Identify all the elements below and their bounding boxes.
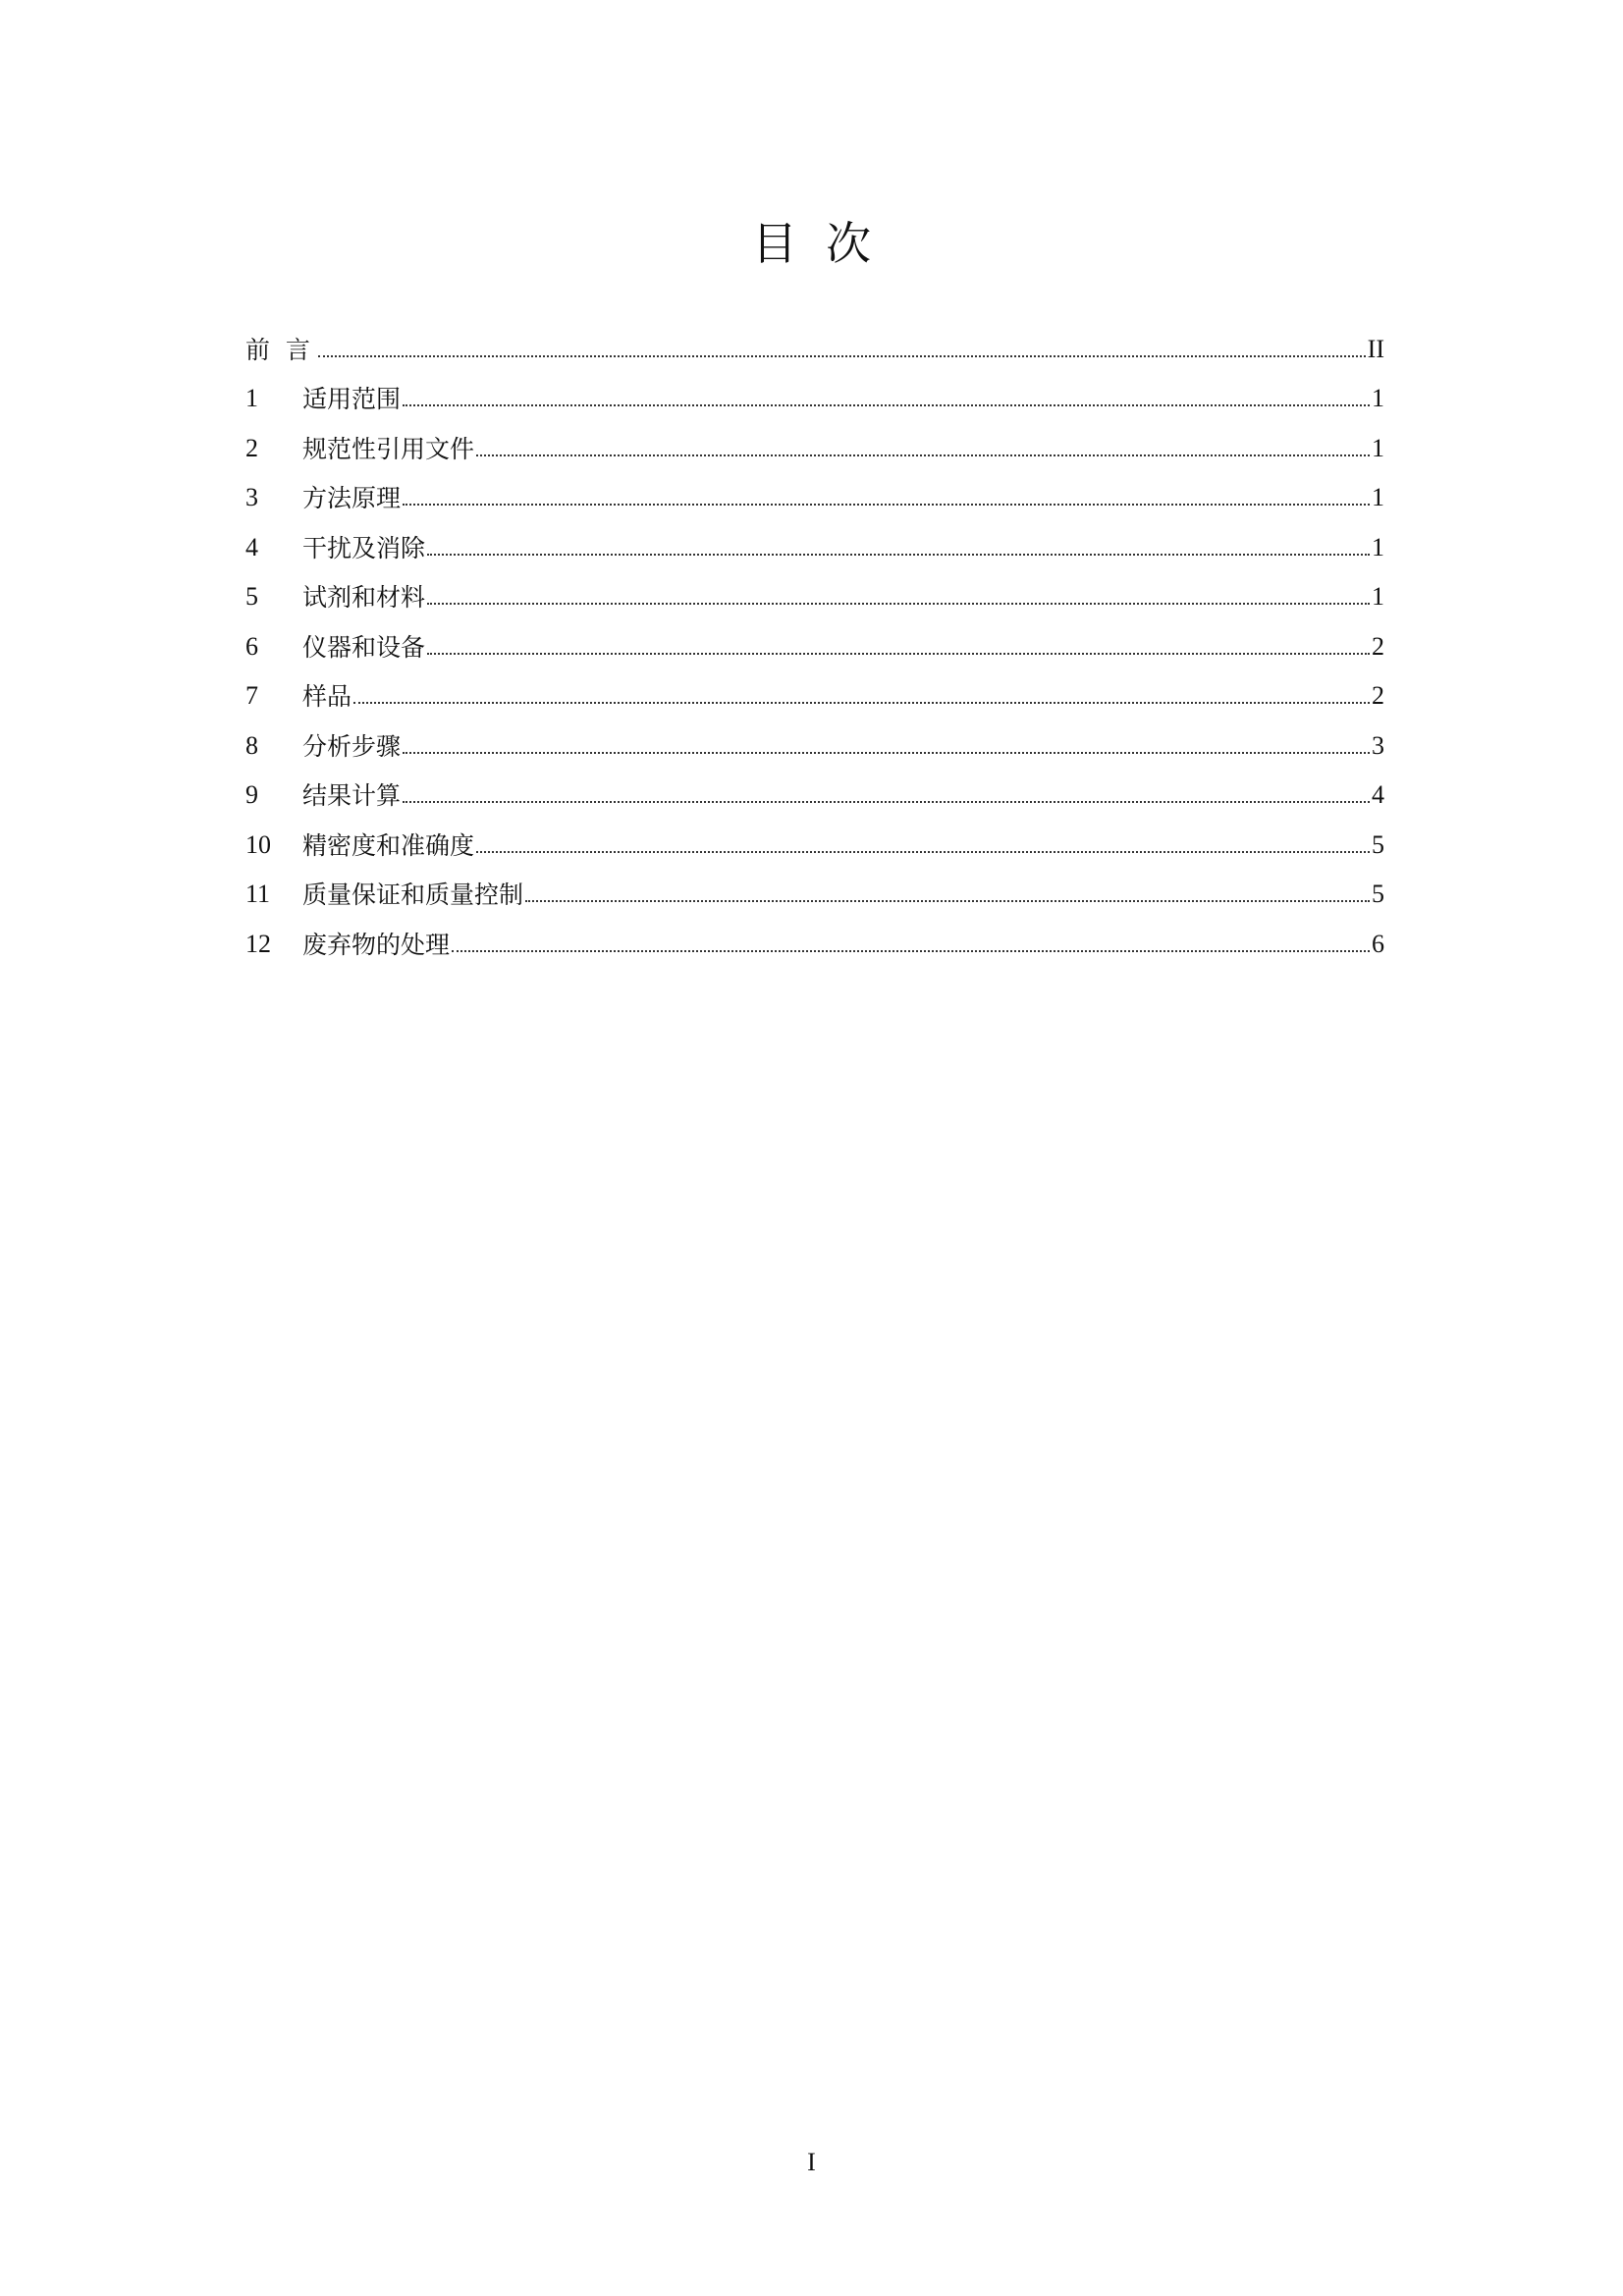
toc-entry[interactable] [245, 461, 1384, 511]
toc-entry-number: 1 [245, 384, 258, 412]
toc-entry[interactable] [245, 561, 1384, 611]
toc-page-number: 2 [1372, 681, 1384, 710]
toc-page-number: II [1367, 334, 1384, 363]
toc-entry-label: 结果计算 [302, 781, 402, 810]
toc-entry-label: 精密度和准确度 [302, 830, 475, 860]
toc-entry[interactable] [245, 411, 1384, 461]
toc-entry-label: 干扰及消除 [302, 533, 426, 562]
toc-entry-label: 规范性引用文件 [302, 434, 475, 463]
toc-leader-dots [403, 404, 1370, 406]
toc-leader-dots [403, 801, 1370, 803]
toc-entry-label: 试剂和材料 [302, 583, 426, 612]
page-number-footer: I [807, 2148, 816, 2176]
toc-entry-label: 仪器和设备 [302, 632, 426, 662]
toc-entry-label: 废弃物的处理 [302, 930, 451, 959]
toc-entry-label: 前 言 [245, 335, 310, 364]
toc-entry-number: 5 [245, 582, 258, 611]
toc-page-number: 1 [1372, 483, 1384, 511]
toc-page-number: 4 [1372, 780, 1384, 809]
toc-page-number: 2 [1372, 631, 1384, 661]
toc-entry-label: 质量保证和质量控制 [302, 881, 524, 909]
toc-page-number: 6 [1372, 929, 1384, 958]
toc-page-number: 5 [1372, 829, 1384, 859]
toc-leader-dots [403, 504, 1370, 506]
toc-page-number: 1 [1372, 532, 1384, 561]
toc-leader-dots [427, 603, 1370, 605]
toc-leader-dots [427, 554, 1370, 556]
toc-entry-number: 10 [245, 829, 271, 859]
toc-entry[interactable] [245, 709, 1384, 759]
toc-leader-dots [476, 454, 1370, 456]
toc-leader-dots [525, 900, 1370, 902]
toc-leader-dots [427, 653, 1370, 655]
toc-entry-number: 12 [245, 929, 271, 958]
toc-entry[interactable] [245, 610, 1384, 660]
toc-entry[interactable] [245, 907, 1384, 957]
toc-page-number: 1 [1372, 433, 1384, 462]
toc-page-number: 5 [1372, 880, 1384, 908]
toc-entry[interactable] [245, 808, 1384, 858]
toc-entry-number: 2 [245, 433, 258, 462]
table-of-contents [245, 312, 1384, 957]
toc-entry-number: 4 [245, 532, 258, 561]
toc-entry[interactable] [245, 759, 1384, 809]
toc-leader-dots [476, 851, 1370, 853]
toc-page-number: 3 [1372, 730, 1384, 760]
toc-entry[interactable] [245, 510, 1384, 561]
toc-leader-dots [353, 702, 1370, 704]
toc-entry-label: 适用范围 [302, 385, 402, 413]
toc-entry-label: 样品 [302, 682, 352, 711]
toc-entry[interactable] [245, 362, 1384, 412]
toc-page-number: 1 [1372, 582, 1384, 611]
toc-entry-label: 分析步骤 [302, 731, 402, 761]
toc-entry-number: 8 [245, 730, 258, 760]
page-title: 目 次 [751, 217, 872, 270]
toc-leader-dots [452, 950, 1370, 952]
toc-entry-number: 3 [245, 483, 258, 511]
toc-entry-label: 方法原理 [302, 484, 402, 512]
toc-entry[interactable] [245, 858, 1384, 908]
toc-entry-number: 6 [245, 631, 258, 661]
toc-entry-number: 11 [245, 880, 271, 908]
toc-leader-dots [403, 752, 1370, 754]
toc-entry[interactable] [245, 660, 1384, 710]
toc-leader-dots [318, 355, 1366, 357]
toc-entry-preface[interactable] [245, 312, 1384, 362]
toc-entry-number: 9 [245, 780, 258, 809]
toc-page-number: 1 [1372, 384, 1384, 412]
toc-entry-number: 7 [245, 681, 258, 710]
